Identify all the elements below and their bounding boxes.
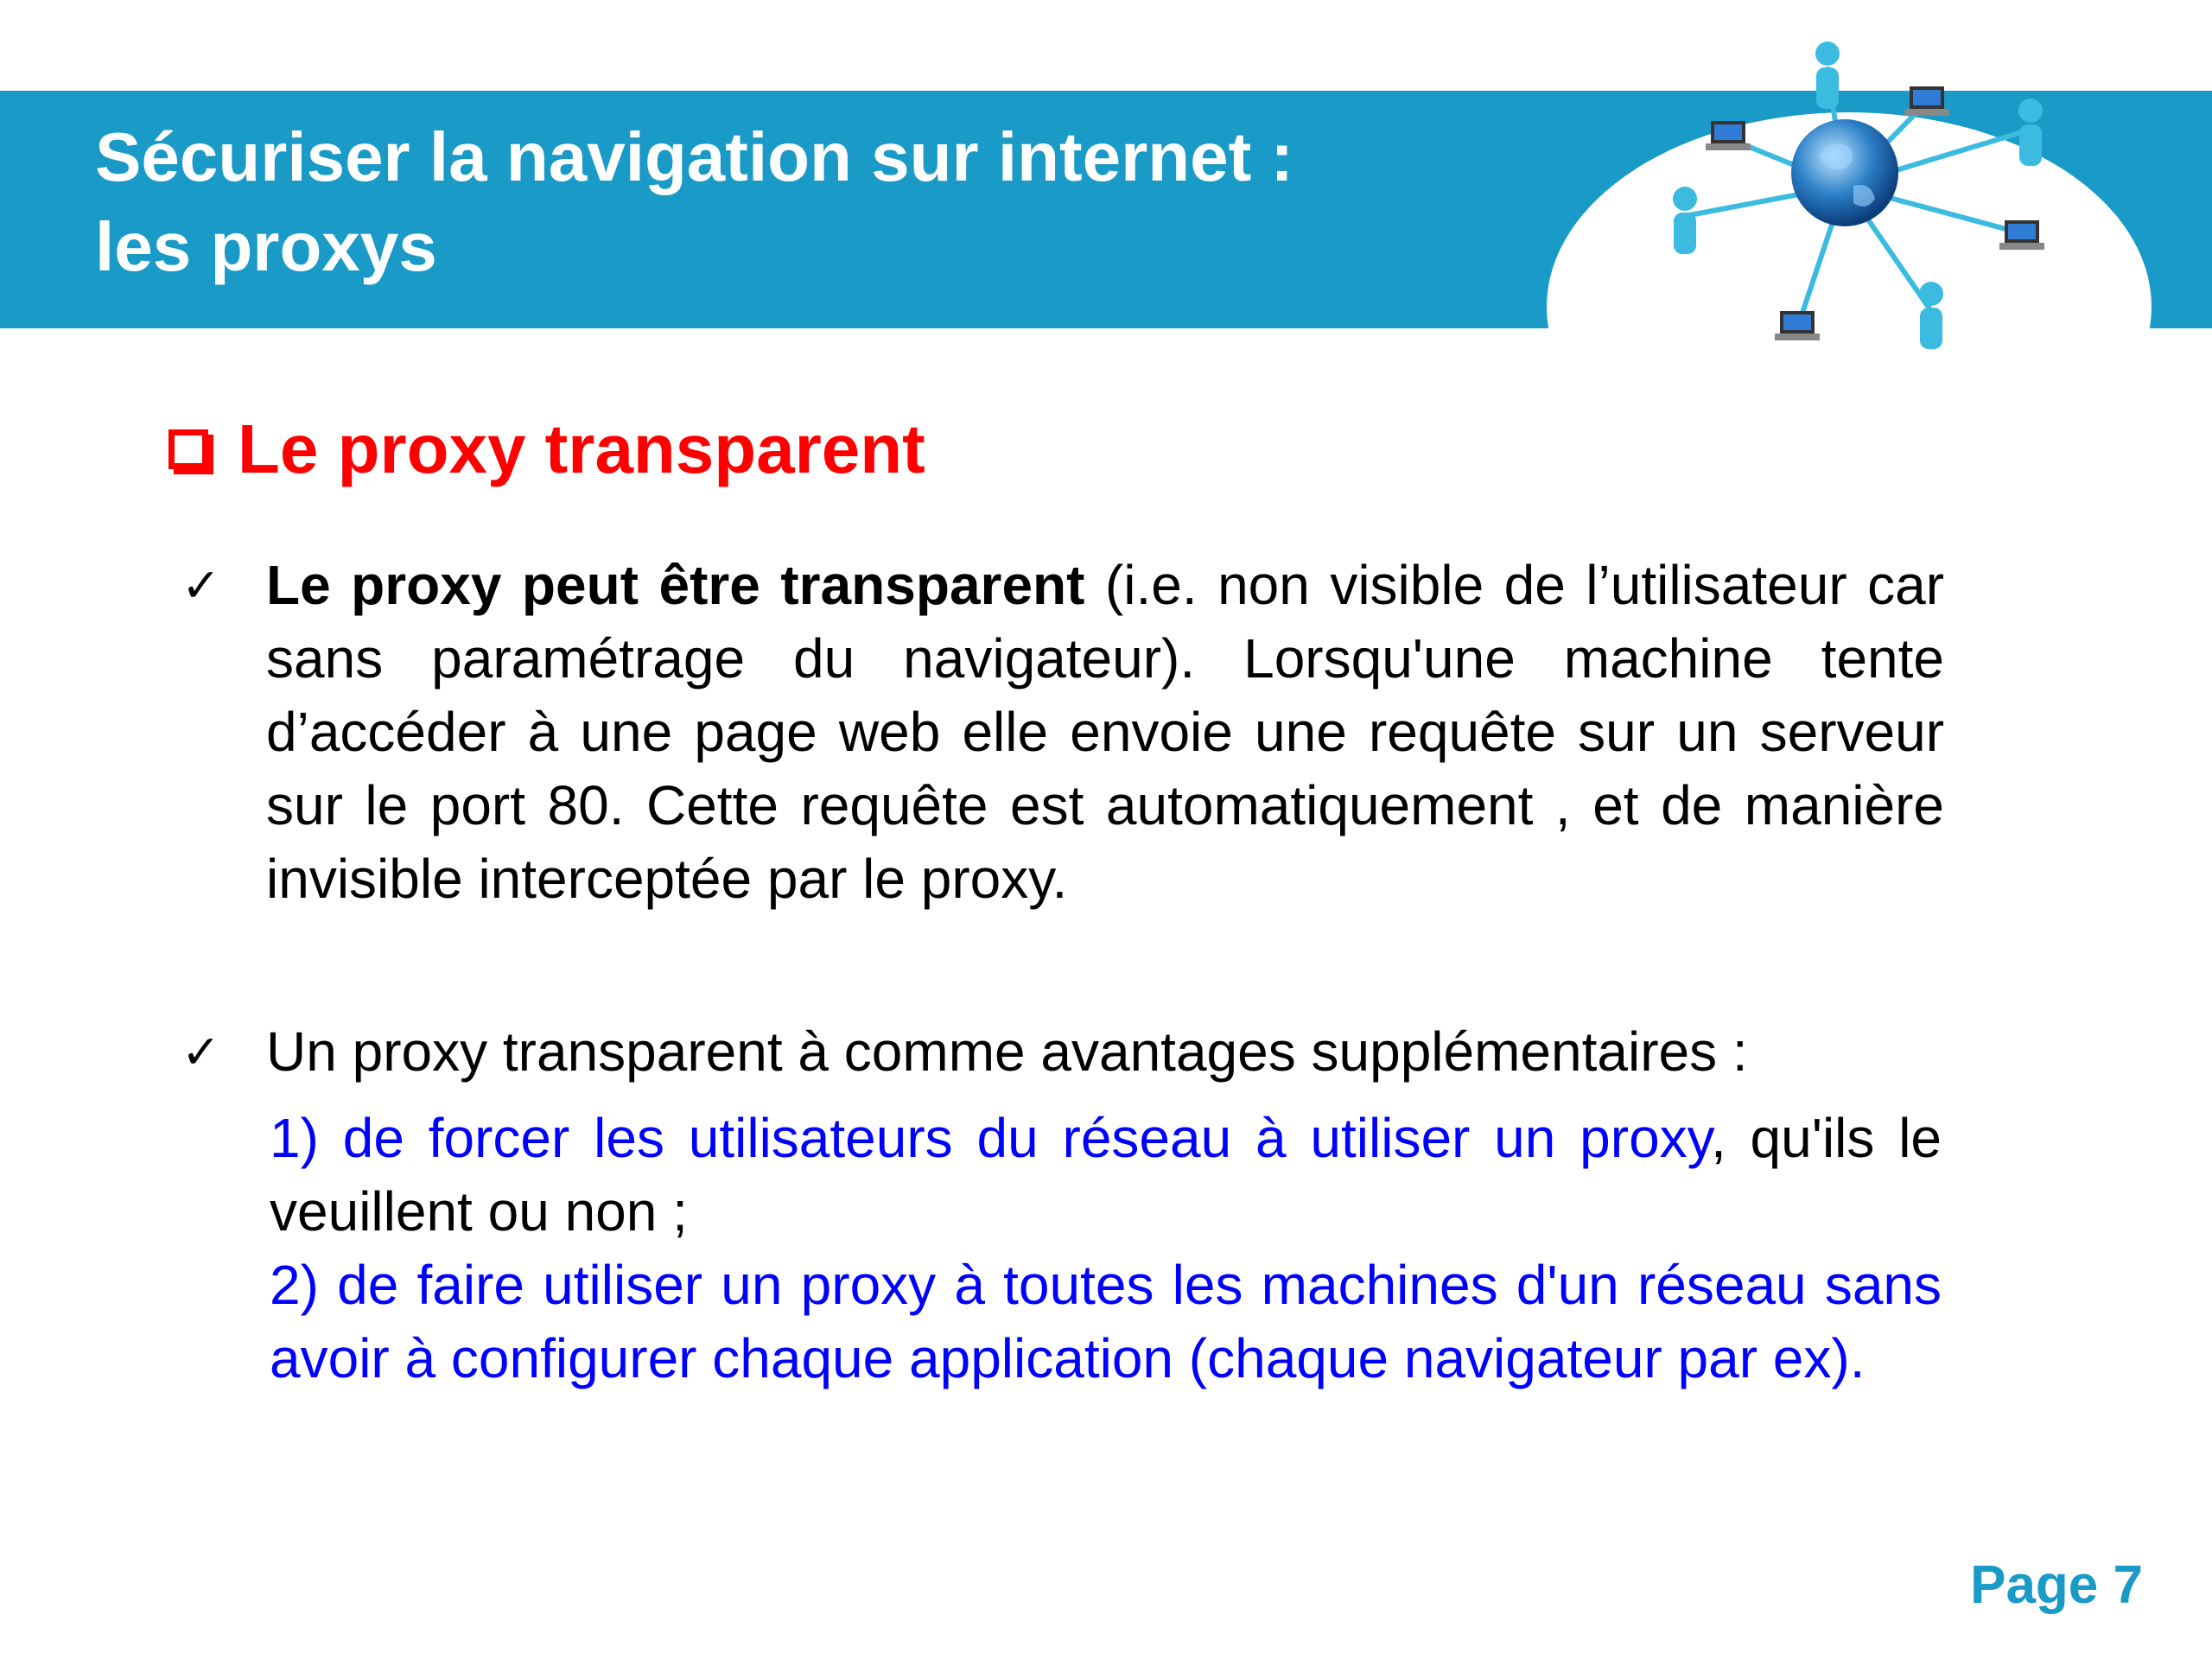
- bullet-1-text: [266, 549, 1944, 916]
- checkmark-icon: ✓: [181, 1025, 221, 1079]
- advantage-1-black: , qu'ils le veuillent ou non ;: [270, 1107, 1942, 1243]
- bullet-1-rest: (i.e. non visible de l’utilisateur car sans paramétrage du navigateur). Lorsqu'une machine tente d’accéder à une page web elle envoie une requête sur un serveur sur le port 80. Cette requête est automatiquement , et de manière invisible interceptée par le proxy.: [266, 554, 1944, 910]
- section-heading-text: Le proxy transparent: [238, 410, 925, 487]
- slide-title: [95, 112, 1521, 292]
- network-globe-icon: [1633, 35, 2082, 397]
- advantage-1-blue: 1) de forcer les utilisateurs du réseau à utiliser un proxy: [270, 1107, 1711, 1169]
- bullet-2-text: Un proxy transparent à comme avantages supplémentaires :: [266, 1020, 1748, 1083]
- bullet-item-1: [181, 549, 1944, 916]
- checkmark-icon: ✓: [181, 558, 221, 613]
- checkbox-icon: [168, 429, 208, 469]
- bullet-1-bold: Le proxy peut être transparent: [266, 554, 1085, 616]
- slide-title-line-2: les proxys: [95, 208, 437, 285]
- page-number: Page 7: [1970, 1555, 2143, 1615]
- section-heading: [168, 406, 925, 493]
- advantages-list: [270, 1102, 1942, 1395]
- globe-icon: [1791, 119, 1898, 226]
- advantage-item-1: [270, 1102, 1942, 1249]
- bullet-item-2: [181, 1015, 1944, 1089]
- advantage-item-2: 2) de faire utiliser un proxy à toutes les machines d'un réseau sans avoir à configurer chaque application (chaque navigateur par ex).: [270, 1254, 1942, 1389]
- slide-title-line-1: Sécuriser la navigation sur internet :: [95, 118, 1294, 195]
